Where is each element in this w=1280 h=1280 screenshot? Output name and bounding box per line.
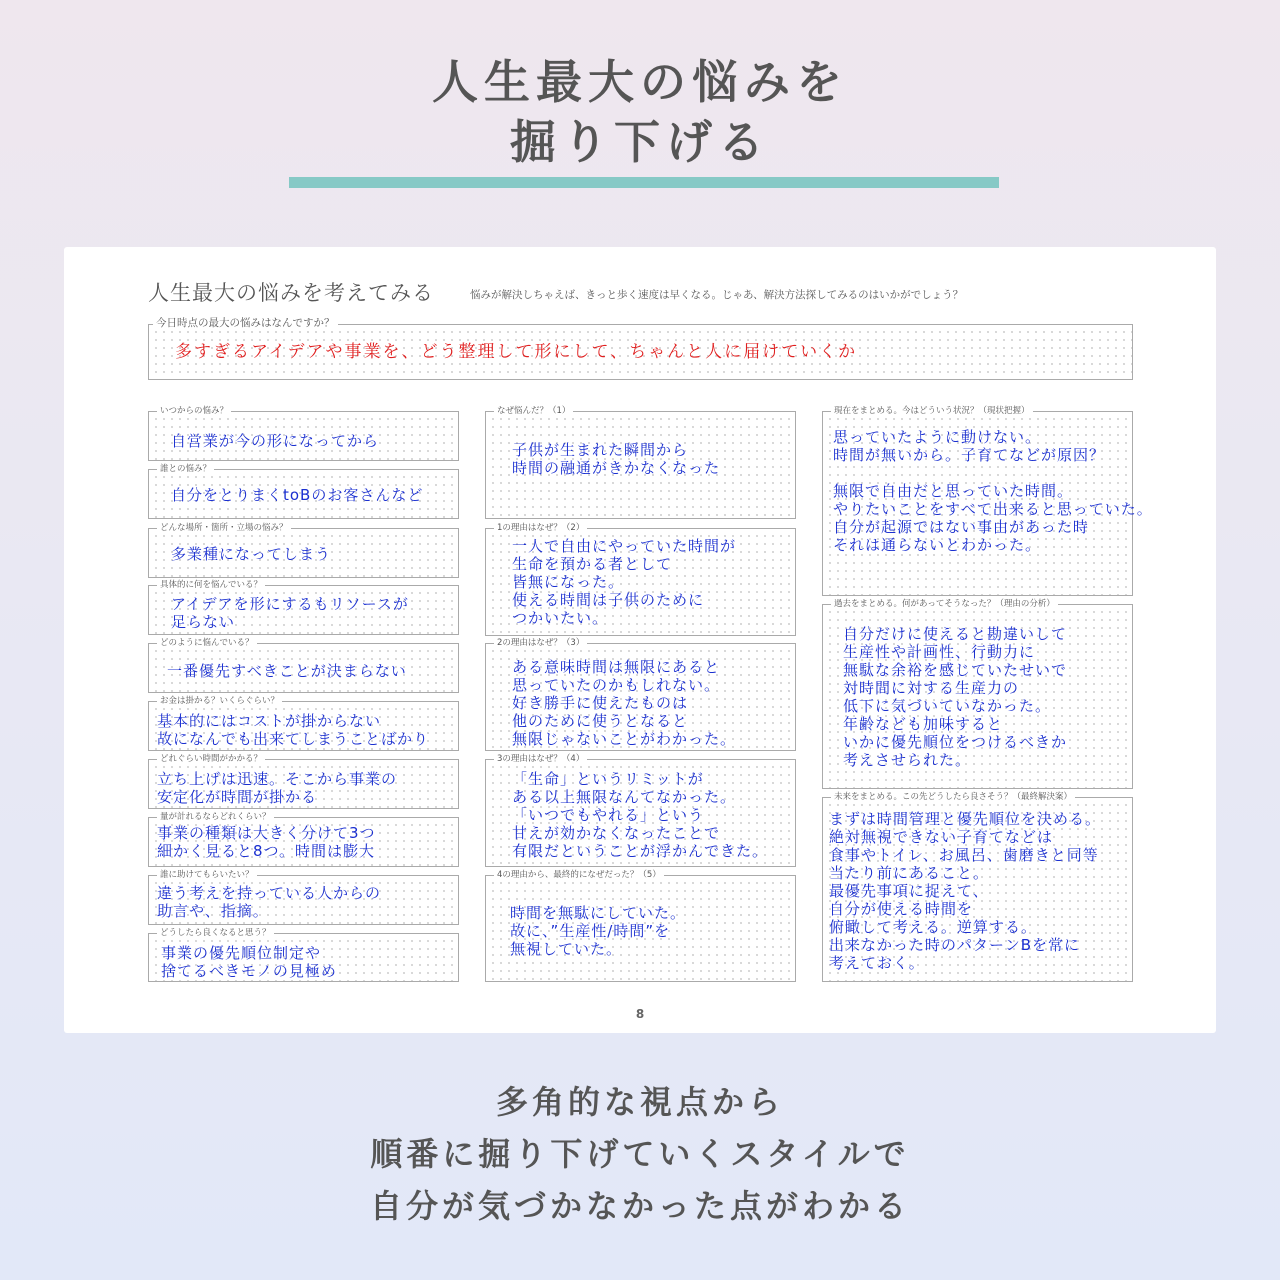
question-box-cost (148, 696, 459, 751)
question-box-how (148, 638, 459, 693)
hero-title-line1: 人生最大の悩みを (432, 55, 848, 109)
question-answer: まずは時間管理と優先順位を決める。 絶対無視できない子育てなどは 食事やトイレ、お風呂、歯磨きと同等 当たり前にあること。 最優先事項に捉えて、 自分が使える時間を 俯瞰して考える。逆算する。 出来なかった時のパターンBを常に 考えておく。 (829, 810, 1102, 972)
question-answer: 時間を無駄にしていた。 故に、”生産性/時間”を 無視していた。 (510, 904, 687, 958)
question-label: なぜ悩んだ？（1） (494, 404, 573, 418)
page-number: 8 (635, 1007, 645, 1021)
caption (0, 1076, 1280, 1232)
question-label: どのように悩んでいる？ (157, 636, 257, 650)
worksheet-page (64, 247, 1216, 1033)
hero-title (0, 52, 1280, 172)
sheet-lead: 悩みが解決しちゃえば、きっと歩く速度は早くなる。じゃあ、解決方法探してみるのはいかがでしょう？ (470, 289, 964, 301)
question-label: 具体的に何を悩んでいる？ (157, 578, 265, 592)
question-box-improve (148, 928, 459, 982)
main-question-label: 今日時点の最大の悩みはなんですか？ (153, 316, 338, 330)
question-box-what (148, 580, 459, 635)
question-label: 2の理由はなぜ？（3） (494, 636, 587, 650)
question-answer: 立ち上げは迅速。そこから事業の 安定化が時間が掛かる (157, 770, 398, 806)
caption-line3: 自分が気づかなかった点がわかる (369, 1187, 910, 1225)
question-label: 現在をまとめる。今はどういう状況？（現状把握） (831, 404, 1033, 418)
question-label: 未来をまとめる。この先どうしたら良さそう？（最終解決案） (831, 790, 1075, 804)
question-label: 量が計れるならどれくらい？ (157, 810, 274, 824)
question-label: いつからの悩み？ (157, 404, 231, 418)
question-label: どれぐらい時間がかかる？ (157, 752, 265, 766)
question-label: お金は掛かる？いくらぐらい？ (157, 694, 282, 708)
why-box-5 (485, 870, 796, 982)
question-answer: 自営業が今の形になってから (171, 432, 380, 450)
question-box-quantity (148, 812, 459, 867)
why-box-1 (485, 406, 796, 519)
caption-line1: 多角的な視点から (495, 1083, 784, 1121)
question-answer: アイデアを形にするもリソースが 足らない (171, 595, 409, 631)
question-answer: 一番優先すべきことが決まらない (167, 662, 407, 680)
accent-bar (289, 177, 999, 188)
hero-title-line2: 掘り下げる (510, 115, 770, 169)
question-answer: 多業種になってしまう (171, 545, 332, 563)
main-question-answer: 多すぎるアイデアや事業を、どう整理して形にして、ちゃんと人に届けていくか (175, 342, 858, 362)
why-box-3 (485, 638, 796, 751)
question-answer: 事業の優先順位制定や 捨てるべきモノの見極め (161, 944, 337, 980)
question-answer: 一人で自由にやっていた時間が 生命を預かる者として 皆無になった。 使える時間は子供のために つかいたい。 (512, 537, 737, 627)
summary-future-box (822, 792, 1133, 982)
question-label: 誰との悩み？ (157, 462, 214, 476)
why-box-4 (485, 754, 796, 867)
question-label: 3の理由はなぜ？（4） (494, 752, 587, 766)
caption-line2: 順番に掘り下げていくスタイルで (370, 1135, 910, 1173)
question-answer: 違う考えを持っている人からの 助言や、指摘。 (157, 884, 382, 920)
summary-past-box (822, 599, 1133, 789)
question-label: どうしたら良くなると思う？ (157, 926, 274, 940)
question-answer: 基本的にはコストが掛からない 故になんでも出来てしまうことばかり (157, 712, 430, 748)
question-answer: 自分だけに使えると勘違いして 生産性や計画性、行動力に 無駄な余裕を感じていたせいで 対時間に対する生産力の 低下に気づいていなかった。 年齢なども加味すると いかに優先順位をつけるべきか 考えさせられた。 (843, 625, 1068, 769)
main-question-box (148, 317, 1133, 380)
summary-present-box (822, 406, 1153, 596)
question-box-time (148, 754, 459, 809)
question-label: 1の理由はなぜ？（2） (494, 521, 587, 535)
question-answer: 「生命」というリミットが ある以上無限なんてなかった。 「いつでもやれる」という 甘えが効かなくなったことで 有限だということが浮かんできた。 (512, 770, 769, 860)
sheet-title: 人生最大の悩みを考えてみる (148, 281, 434, 305)
question-label: どんな場所・箇所・立場の悩み？ (157, 521, 291, 535)
question-box-help (148, 870, 459, 925)
question-answer: ある意味時間は無限にあると 思っていたのかもしれない。 好き勝手に使えたものは 他のために使うとなると 無限じゃないことがわかった。 (512, 658, 737, 748)
why-box-2 (485, 523, 796, 636)
question-box-where (148, 523, 459, 578)
question-box-since-when (148, 406, 459, 461)
question-answer: 子供が生まれた瞬間から 時間の融通がきかなくなった (512, 441, 721, 477)
question-answer: 事業の種類は大きく分けて3つ 細かく見ると8つ。時間は膨大 (157, 824, 376, 860)
question-answer: 思っていたように動けない。 時間が無いから。子育てなどが原因？ 無限で自由だと思っていた時間。 やりたいことをすべて出来ると思っていた。 自分が起源ではない事由があった時 それは通らないとわかった。 (833, 428, 1153, 554)
question-answer: 自分をとりまくtoBのお客さんなど (171, 486, 424, 504)
question-box-with-whom (148, 464, 459, 519)
question-label: 過去をまとめる。何があってそうなった？（理由の分析） (831, 597, 1058, 611)
question-label: 4の理由から、最終的になぜだった？（5） (494, 868, 664, 882)
question-label: 誰に助けてもらいたい？ (157, 868, 257, 882)
